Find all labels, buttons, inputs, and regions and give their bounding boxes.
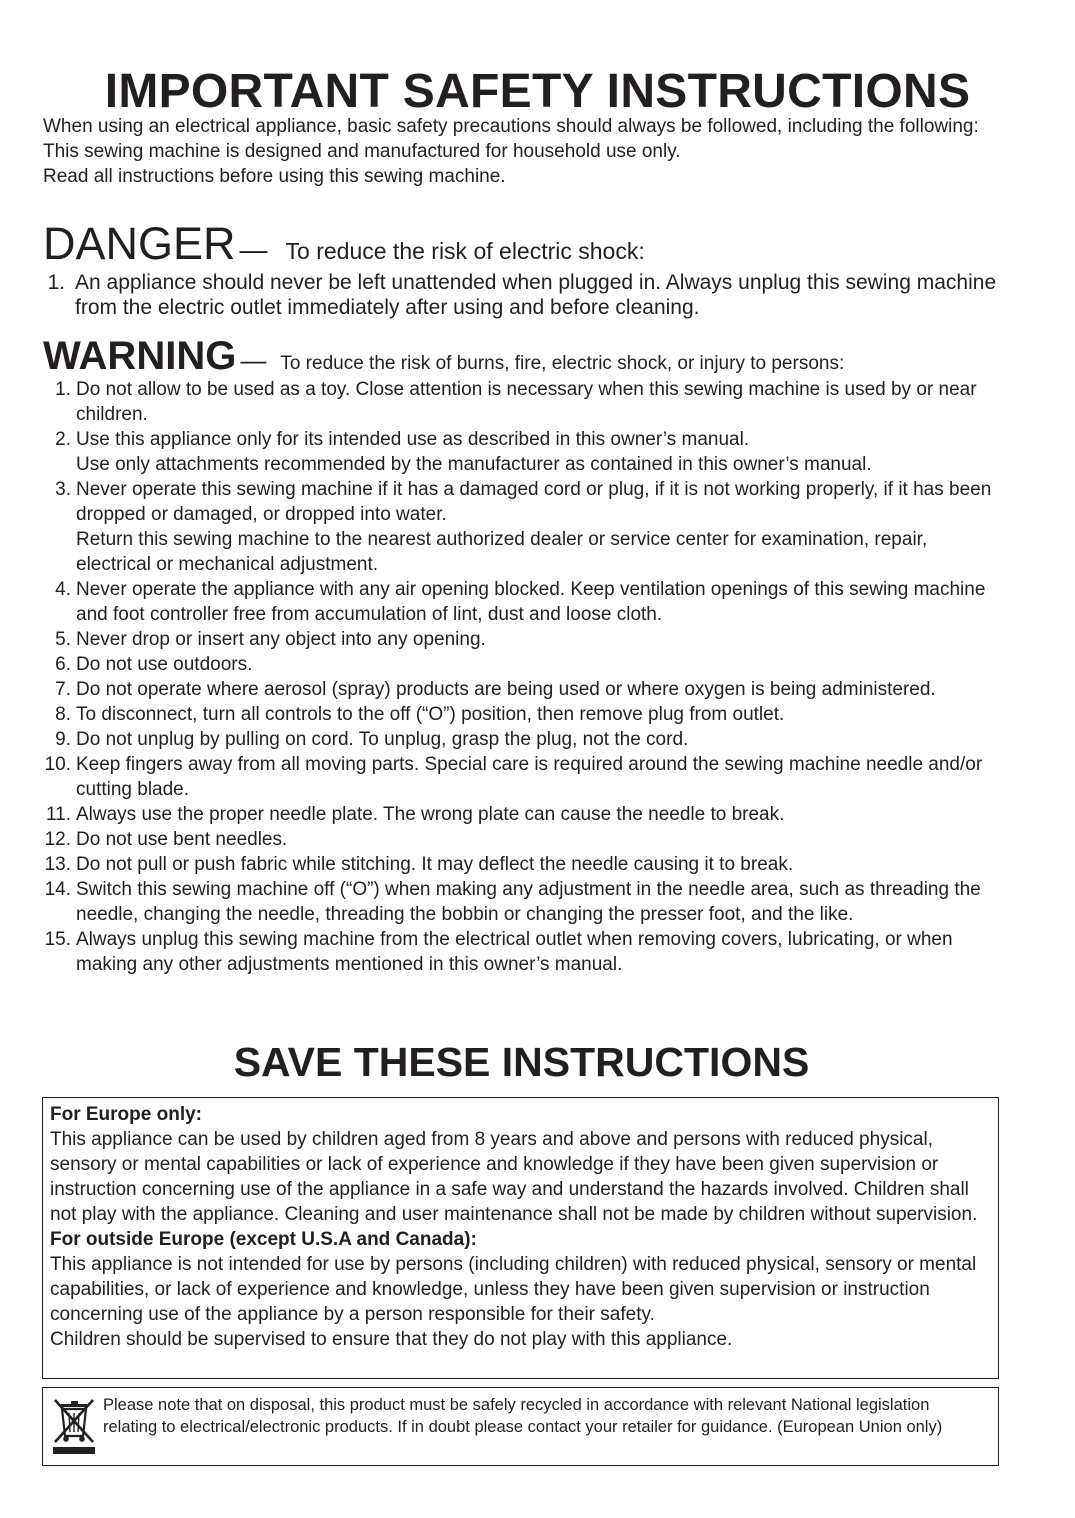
warning-item: [43, 477, 1003, 577]
danger-list: [43, 270, 1043, 320]
europe-notice-box: [42, 1097, 999, 1379]
warning-heading: [43, 332, 844, 380]
item-text: Use this appliance only for its intended use as described in this owner’s manual.: [76, 429, 750, 450]
item-text: Never operate the appliance with any air opening blocked. Keep ventilation openings of this sewing machine and foot controller free from accumulation of lint, dust and loose cloth.: [76, 579, 986, 625]
warning-item: [43, 677, 1003, 702]
item-text: Switch this sewing machine off (“O”) when making any adjustment in the needle area, such as threading the needle, changing the needle, threading the bobbin or changing the presser foot, and the like.: [76, 879, 981, 925]
item-text: Return this sewing machine to the nearest authorized dealer or service center for examination, repair, electrical or mechanical adjustment.: [76, 529, 928, 575]
item-number: 7.: [55, 679, 71, 700]
item-number: 4.: [55, 579, 71, 600]
item-number: 10.: [44, 754, 71, 775]
warning-item: [43, 802, 1003, 827]
item-text: Keep fingers away from all moving parts. Special care is required around the sewing machine needle and/or cutting blade.: [76, 754, 983, 800]
item-number: 15.: [44, 929, 71, 950]
warning-item: [43, 652, 1003, 677]
outside-europe-text: Children should be supervised to ensure that they do not play with this appliance.: [50, 1329, 733, 1350]
warning-list: [43, 377, 1003, 977]
warning-dash: —: [240, 345, 267, 375]
item-text: Use only attachments recommended by the manufacturer as contained in this owner’s manual.: [76, 454, 872, 475]
warning-item: [43, 852, 1003, 877]
item-number: 1.: [47, 271, 65, 294]
item-text: Do not unplug by pulling on cord. To unplug, grasp the plug, not the cord.: [76, 729, 689, 750]
item-number: 12.: [44, 829, 71, 850]
item-text: Never operate this sewing machine if it has a damaged cord or plug, if it is not working properly, if it has been dropped or damaged, or dropped into water.: [76, 479, 992, 525]
warning-item: [43, 727, 1003, 752]
item-number: 9.: [55, 729, 71, 750]
warning-item: [43, 377, 1003, 427]
intro-paragraph: When using an electrical appliance, basic safety precautions should always be followed, including the following:: [43, 116, 979, 137]
disposal-text: Please note that on disposal, this product must be safely recycled in accordance with relevant National legislation relating to electrical/electronic products. If in doubt please contact your retailer for guidance. (European Union only): [103, 1396, 943, 1436]
item-text: Do not operate where aerosol (spray) products are being used or where oxygen is being administered.: [76, 679, 936, 700]
intro-section: [43, 114, 1043, 189]
item-number: 6.: [55, 654, 71, 675]
europe-text: This appliance can be used by children aged from 8 years and above and persons with reduced physical, sensory or mental capabilities or lack of experience and knowledge if they have been given supervision or instruction concerning use of the appliance in a safe way and understand the hazards involved. Children shall not play with the appliance. Cleaning and user maintenance shall not be made by children without supervision.: [50, 1129, 978, 1225]
outside-europe-text: This appliance is not intended for use by persons (including children) with reduced physical, sensory or mental capabilities, or lack of experience and knowledge, unless they have been given supervision or instruction concerning use of the appliance by a person responsible for their safety.: [50, 1254, 977, 1325]
item-number: 13.: [44, 854, 71, 875]
item-number: 14.: [44, 879, 71, 900]
warning-item: [43, 827, 1003, 852]
item-text: Always use the proper needle plate. The wrong plate can cause the needle to break.: [76, 804, 785, 825]
outside-europe-heading: For outside Europe (except U.S.A and Canada):: [50, 1229, 477, 1250]
item-text: Do not use outdoors.: [76, 654, 253, 675]
item-text: Never drop or insert any object into any opening.: [76, 629, 486, 650]
crossed-out-wheelie-bin-icon: [51, 1398, 97, 1456]
item-text: Do not pull or push fabric while stitching. It may deflect the needle causing it to break.: [76, 854, 794, 875]
warning-item: [43, 702, 1003, 727]
item-number: 11.: [45, 804, 71, 825]
danger-subtitle: To reduce the risk of electric shock:: [285, 238, 645, 264]
danger-item: [43, 270, 1043, 320]
item-number: 2.: [55, 429, 71, 450]
save-instructions-title: SAVE THESE INSTRUCTIONS: [233, 1039, 810, 1085]
page-title: IMPORTANT SAFETY INSTRUCTIONS: [104, 65, 971, 118]
danger-heading: [43, 218, 645, 270]
item-text: To disconnect, turn all controls to the off (“O”) position, then remove plug from outlet.: [76, 704, 785, 725]
item-text: Do not allow to be used as a toy. Close attention is necessary when this sewing machine is used by or near children.: [76, 379, 977, 425]
danger-dash: —: [239, 234, 268, 265]
item-number: 3.: [55, 479, 71, 500]
item-number: 5.: [55, 629, 71, 650]
warning-item: [43, 627, 1003, 652]
europe-heading: For Europe only:: [50, 1104, 202, 1125]
warning-item: [43, 927, 1003, 977]
item-number: 8.: [55, 704, 71, 725]
warning-item: [43, 427, 1003, 477]
intro-paragraph: This sewing machine is designed and manufactured for household use only.: [43, 141, 681, 162]
danger-word: DANGER: [43, 218, 236, 269]
warning-word: WARNING: [43, 334, 237, 378]
intro-paragraph: Read all instructions before using this sewing machine.: [43, 166, 506, 187]
warning-item: [43, 877, 1003, 927]
item-number: 1.: [55, 379, 71, 400]
warning-item: [43, 577, 1003, 627]
item-text: An appliance should never be left unattended when plugged in. Always unplug this sewing machine from the electric outlet immediately after using and before cleaning.: [75, 271, 997, 319]
disposal-notice-box: [42, 1387, 999, 1466]
item-text: Always unplug this sewing machine from the electrical outlet when removing covers, lubricating, or when making any other adjustments mentioned in this owner’s manual.: [76, 929, 953, 975]
item-text: Do not use bent needles.: [76, 829, 288, 850]
warning-item: [43, 752, 1003, 802]
warning-subtitle: To reduce the risk of burns, fire, electric shock, or injury to persons:: [280, 353, 845, 374]
